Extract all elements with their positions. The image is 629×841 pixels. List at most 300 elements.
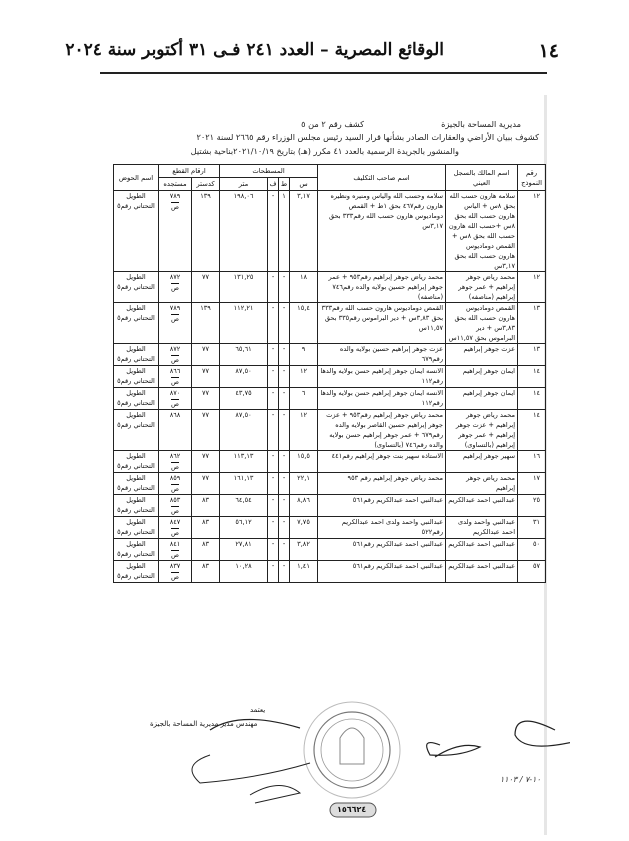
assignee-cell [318, 517, 446, 539]
sahm-cell [290, 191, 318, 272]
form-number-cell [518, 191, 546, 272]
qirat-cell [279, 272, 290, 303]
feddan-cell [268, 495, 279, 517]
owner-cell [446, 517, 518, 539]
new-plot-cell-text: ٨٤٧ [169, 518, 181, 526]
sahm-cell-text: ٨,٨٦ [297, 496, 310, 504]
feddan-cell [268, 344, 279, 366]
owner-cell-text: عبدالنبي احمد عبدالكريم [448, 540, 516, 548]
sahm-cell [290, 539, 318, 561]
meter-cell [220, 388, 268, 410]
plot-suffix: ص [171, 573, 179, 581]
sahm-cell-text: ١,٤١ [297, 562, 310, 570]
meter-cell-text: ٨٧,٥٠ [235, 367, 252, 375]
feddan-cell [268, 366, 279, 388]
feddan-cell-text: - [271, 474, 275, 482]
signature-2 [192, 755, 310, 783]
form-number-cell-text: ١٣ [532, 345, 541, 353]
feddan-cell-text: - [271, 367, 275, 375]
new-plot-cell-text: ٧٨٩ [169, 304, 181, 312]
basin-cell-text: الطويل التحتاني رقم٥ [117, 496, 155, 514]
sahm-cell [290, 388, 318, 410]
qirat-cell [279, 410, 290, 451]
sahm-cell-text: ١٨ [299, 273, 308, 281]
new-plot-cell [159, 366, 192, 388]
assignee-cell [318, 272, 446, 303]
plot-suffix: ص [171, 507, 179, 515]
meter-cell [220, 473, 268, 495]
basin-cell-text: الطويل التحتاني رقم٥ [117, 474, 155, 492]
basin-cell [114, 344, 159, 366]
signatory-title: مهندس مدير مديرية المساحة بالجيزة [150, 720, 258, 728]
meter-cell [220, 539, 268, 561]
feddan-cell [268, 272, 279, 303]
assignee-cell [318, 410, 446, 451]
qirat-cell [279, 561, 290, 583]
qirat-cell-text: - [282, 367, 286, 375]
page-number: ١٤ [538, 40, 559, 62]
table-row [114, 410, 546, 451]
cadastral-cell [192, 410, 220, 451]
form-number-cell [518, 388, 546, 410]
basin-cell-text: الطويل التحتاني رقم٥ [117, 540, 155, 558]
meter-cell [220, 366, 268, 388]
basin-cell-text: الطويل التحتاني رقم٥ [117, 452, 155, 470]
cadastral-cell [192, 451, 220, 473]
qirat-cell-text: - [282, 411, 286, 419]
new-plot-cell-text: ٨٦٨ [169, 411, 181, 419]
basin-cell [114, 303, 159, 344]
qirat-cell [279, 366, 290, 388]
meter-cell-text: ١٣١,٢٥ [233, 273, 254, 281]
feddan-cell-text: - [271, 540, 275, 548]
owner-cell-text: عبدالنبي احمد عبدالكريم [448, 562, 516, 570]
cadastral-cell-text: ١٣٩ [200, 192, 211, 200]
qirat-cell [279, 539, 290, 561]
qirat-cell [279, 495, 290, 517]
new-plot-cell-text: ٨٧٢ [169, 345, 181, 353]
sahm-cell [290, 272, 318, 303]
ministry-seal-icon [304, 702, 400, 798]
feddan-cell [268, 539, 279, 561]
qirat-cell-text: - [282, 273, 286, 281]
assignee-cell-text: الانسه ايمان جوهر إبراهيم حسن بولايه والدها رقم١١٢ [320, 389, 444, 407]
owner-cell-text: عبدالنبي احمد عبدالكريم [448, 496, 516, 504]
form-number-cell-text: ٥٠ [532, 540, 541, 548]
header-areas: المسطحات [220, 165, 318, 178]
sahm-cell-text: ٧,٧٥ [297, 518, 310, 526]
owner-cell-text: عزت جوهر إبراهيم [463, 345, 516, 353]
new-plot-cell-text: ٨٧٠ [169, 389, 181, 397]
feddan-cell-text: - [271, 562, 275, 570]
cadastral-cell [192, 473, 220, 495]
new-plot-cell [159, 561, 192, 583]
plot-suffix: ص [171, 529, 179, 537]
form-number-cell-text: ١٤ [532, 389, 541, 397]
qirat-cell [279, 473, 290, 495]
new-plot-cell [159, 451, 192, 473]
assignee-cell [318, 451, 446, 473]
form-number-cell [518, 451, 546, 473]
cadastral-cell-text: ٧٧ [201, 474, 210, 482]
cadastral-cell [192, 303, 220, 344]
plot-suffix: ص [171, 400, 179, 408]
meter-cell [220, 410, 268, 451]
owner-cell [446, 561, 518, 583]
owner-cell [446, 539, 518, 561]
owner-cell [446, 303, 518, 344]
form-number-cell-text: ١٤ [532, 367, 541, 375]
assignee-cell-text: الانسه ايمان جوهر إبراهيم حسن بولايه والدها رقم١١٢ [320, 367, 444, 385]
meter-cell-text: ١١٣,١٣ [233, 452, 254, 460]
feddan-cell-text: - [271, 518, 275, 526]
cadastral-cell [192, 366, 220, 388]
feddan-cell [268, 473, 279, 495]
qirat-cell [279, 517, 290, 539]
qirat-cell-text: - [282, 496, 286, 504]
gazette-title: الوقائع المصرية – العدد ٢٤١ فـى ٣١ أكتوبر سنة ٢٠٢٤ [65, 40, 444, 60]
plot-suffix: ص [171, 463, 179, 471]
plot-suffix: ص [171, 203, 179, 211]
owner-cell [446, 451, 518, 473]
basin-cell-text: الطويل التحتاني رقم٥ [117, 304, 155, 322]
sahm-cell [290, 451, 318, 473]
plot-suffix: ص [171, 284, 179, 292]
basin-cell [114, 410, 159, 451]
meter-cell [220, 191, 268, 272]
new-plot-cell-text: ٨٥٩ [169, 474, 181, 482]
qirat-cell [279, 388, 290, 410]
qirat-cell-text: - [282, 389, 286, 397]
qirat-cell [279, 191, 290, 272]
assignee-cell [318, 495, 446, 517]
assignee-cell-text: محمد رياض جوهر إبراهيم رقم ٩٥٣ [347, 474, 444, 482]
basin-cell-text: الطويل التحتاني رقم٥ [117, 562, 155, 580]
signature-4 [515, 721, 570, 746]
plot-suffix: ص [171, 315, 179, 323]
meter-cell-text: ٦٤,٥٤ [235, 496, 252, 504]
form-number-cell [518, 344, 546, 366]
meter-cell-text: ١١٢,٢١ [233, 304, 254, 312]
basin-cell-text: الطويل التحتاني رقم٥ [117, 389, 155, 407]
assignee-cell-text: عبدالنبي احمد عبدالكريم رقم٥٦١ [352, 496, 444, 504]
qirat-cell [279, 344, 290, 366]
form-number-cell-text: ٣١ [532, 518, 541, 526]
owner-cell-text: سلامه هارون حسب الله بحق ٨س + الياس هارون حسب الله بحق ٨س +حسب الله هارون حسب الله بحق ٨س + القمص دوماديوس هارون حسب الله بحق ٣,١٧س [448, 192, 516, 270]
new-plot-cell [159, 191, 192, 272]
cadastral-cell-text: ٨٣ [201, 540, 210, 548]
feddan-cell [268, 191, 279, 272]
cadastral-cell [192, 517, 220, 539]
form-number-cell [518, 272, 546, 303]
cadastral-cell [192, 495, 220, 517]
cadastral-cell-text: ٧٧ [201, 411, 210, 419]
basin-cell-text: الطويل التحتاني رقم٥ [117, 411, 155, 429]
basin-cell [114, 517, 159, 539]
form-number-cell [518, 366, 546, 388]
assignee-cell [318, 539, 446, 561]
owner-cell [446, 344, 518, 366]
form-number-cell-text: ١٣ [532, 304, 541, 312]
basin-cell [114, 366, 159, 388]
meter-cell-text: ٨٧,٥٠ [235, 411, 252, 419]
owner-cell [446, 366, 518, 388]
cadastral-cell-text: ١٣٩ [200, 304, 211, 312]
table-row [114, 272, 546, 303]
basin-cell-text: الطويل التحتاني رقم٥ [117, 367, 155, 385]
basin-cell-text: الطويل التحتاني رقم٥ [117, 345, 155, 363]
sahm-cell-text: ١٥,٥ [297, 452, 310, 460]
assignee-cell-text: محمد رياض جوهر إبراهيم رقم٩٥٣ + عمر جوهر إبراهيم حسين بولايه والده رقم٧٤٦ (مناصفه) [328, 273, 444, 301]
cadastral-cell [192, 539, 220, 561]
plot-suffix: ص [171, 356, 179, 364]
cadastral-cell [192, 191, 220, 272]
owner-cell-text: القمص دوماديوس هارون حسب الله بحق ٣,٨٣س + دير البراموس بحق ١١,٥٧س [448, 304, 516, 342]
sahm-cell-text: ١٥,٤ [297, 304, 310, 312]
assignee-cell [318, 388, 446, 410]
table-row [114, 388, 546, 410]
header-basin: اسم الحوض [114, 165, 159, 191]
form-number-cell-text: ١٢ [532, 273, 541, 281]
feddan-cell-text: - [271, 192, 275, 200]
signature-5 [250, 785, 300, 803]
new-plot-cell [159, 272, 192, 303]
table-row [114, 495, 546, 517]
table-row [114, 473, 546, 495]
meter-cell [220, 344, 268, 366]
new-plot-cell-text: ٨٣٧ [169, 562, 181, 570]
feddan-cell [268, 388, 279, 410]
land-statement-table [113, 164, 546, 583]
qirat-cell-text: - [282, 518, 286, 526]
new-plot-cell-text: ٧٨٩ [169, 192, 181, 200]
table-row [114, 344, 546, 366]
meter-cell-text: ٥٦,١٢ [235, 518, 252, 526]
owner-cell-text: محمد رياض جوهر إبراهيم + عزت جوهر إبراهيم + عمر جوهر إبراهيم (بالتساوى) [455, 411, 516, 449]
sheet-number: كشف رقم ٢ من ٥ [301, 119, 364, 129]
meter-cell [220, 272, 268, 303]
new-plot-cell-text: ٨٧٢ [169, 273, 181, 281]
header-new: مستجده [159, 178, 192, 191]
sahm-cell-text: ٩ [301, 345, 306, 353]
meter-cell-text: ٤٣,٧٥ [235, 389, 252, 397]
owner-cell [446, 388, 518, 410]
cadastral-cell-text: ٧٧ [201, 389, 210, 397]
feddan-cell [268, 303, 279, 344]
owner-cell-text: محمد رياض جوهر إبراهيم + عمر جوهر إبراهيم (مناصفه) [458, 273, 516, 301]
plot-suffix: ص [171, 485, 179, 493]
sahm-cell [290, 495, 318, 517]
new-plot-cell-text: ٨٥٣ [169, 496, 181, 504]
cadastral-cell-text: ٨٣ [201, 518, 210, 526]
cadastral-cell-text: ٨٣ [201, 562, 210, 570]
new-plot-cell-text: ٨٦٦ [169, 367, 181, 375]
plot-suffix: ص [171, 551, 179, 559]
basin-cell [114, 495, 159, 517]
qirat-cell-text: - [282, 452, 286, 460]
table-row [114, 451, 546, 473]
assignee-cell [318, 303, 446, 344]
meter-cell-text: ١٩٨,٠٦ [233, 192, 254, 200]
assignee-cell-text: عبدالنبي احمد عبدالكريم رقم٥٦١ [352, 562, 444, 570]
assignee-cell-text: محمد رياض جوهر إبراهيم رقم٩٥٣ + عزت جوهر إبراهيم حسين القاصر بولايه والده رقم٦٧٩ + عمر جوهر إبراهيم حسن بولايه والده رقم٧٤٦ (بالتساوى) [326, 411, 444, 449]
basin-cell [114, 451, 159, 473]
table-row [114, 517, 546, 539]
handwritten-date: ١٠-٧ / ١١٠٣ [500, 775, 541, 784]
sahm-cell [290, 410, 318, 451]
feddan-cell-text: - [271, 273, 275, 281]
sahm-cell [290, 473, 318, 495]
stamp-number: ١٥٦٦٢٤ [337, 805, 367, 814]
basin-cell [114, 473, 159, 495]
feddan-cell-text: - [271, 496, 275, 504]
statement-line-2: والمنشور بالجريدة الرسمية بالعدد ٤١ مكرر (هـ) بتاريخ ٢٠٢١/١٠/١٩بناحية بشتيل [190, 146, 459, 156]
qirat-cell-text: ١ [282, 192, 286, 200]
form-number-cell [518, 303, 546, 344]
qirat-cell [279, 451, 290, 473]
sahm-cell [290, 517, 318, 539]
new-plot-cell [159, 473, 192, 495]
form-number-cell [518, 561, 546, 583]
form-number-cell-text: ٥٧ [532, 562, 541, 570]
feddan-cell-text: - [271, 304, 275, 312]
owner-cell [446, 410, 518, 451]
owner-cell [446, 272, 518, 303]
new-plot-cell [159, 344, 192, 366]
owner-cell [446, 473, 518, 495]
sahm-cell-text: ١٢ [299, 367, 308, 375]
feddan-cell [268, 410, 279, 451]
table-row [114, 366, 546, 388]
owner-cell-text: ايمان جوهر إبراهيم [462, 389, 516, 397]
assignee-cell-text: سلامه وحسب الله والياس ومنيره ونظيره هارون رقم٤٦٧ بحق ١ط + القمص دوماديوس هارون حسب الله رقم٣٣٣ بحق ٣,١٧س [329, 192, 444, 230]
assignee-cell-text: عبدالنبي احمد عبدالكريم رقم٥٦١ [352, 540, 444, 548]
table-row [114, 539, 546, 561]
cadastral-cell-text: ٧٧ [201, 273, 210, 281]
form-number-cell-text: ١٧ [532, 474, 541, 482]
meter-cell [220, 303, 268, 344]
owner-cell-text: ايمان جوهر إبراهيم [462, 367, 516, 375]
new-plot-cell [159, 388, 192, 410]
basin-cell [114, 561, 159, 583]
directorate-label: مديرية المساحة بالجيزة [441, 119, 521, 129]
table-row [114, 303, 546, 344]
basin-cell [114, 272, 159, 303]
cadastral-cell-text: ٧٧ [201, 367, 210, 375]
basin-cell-text: الطويل التحتاني رقم٥ [117, 273, 155, 291]
form-number-cell [518, 539, 546, 561]
feddan-cell [268, 517, 279, 539]
assignee-cell [318, 366, 446, 388]
basin-cell [114, 388, 159, 410]
feddan-cell-text: - [271, 345, 275, 353]
assignee-cell [318, 191, 446, 272]
owner-cell [446, 495, 518, 517]
statement-line-1: كشوف ببيان الأراضي والعقارات الصادر بشأنها قرار السيد رئيس مجلس الوزراء رقم ٢٦٦٥ لسنة ٢٠٢١ [196, 132, 539, 142]
header-plots: ارقام القطع [159, 165, 220, 178]
meter-cell-text: ٢٧,٨١ [235, 540, 252, 548]
form-number-cell [518, 495, 546, 517]
meter-cell [220, 495, 268, 517]
cadastral-cell [192, 272, 220, 303]
assignee-cell-text: القمص دوماديوس هارون حسب الله رقم٣٣٣ بحق ٣,٨٣س + دير البراموس رقم٣٣٥ بحق ١١,٥٧س [321, 304, 444, 332]
assignee-cell [318, 473, 446, 495]
header-sahm: س [290, 178, 318, 191]
qirat-cell-text: - [282, 540, 286, 548]
feddan-cell-text: - [271, 411, 275, 419]
feddan-cell [268, 561, 279, 583]
sahm-cell-text: ٦ [301, 389, 306, 397]
owner-cell-text: سهير جوهر إبراهيم [463, 452, 516, 460]
header-meter: متر [220, 178, 268, 191]
owner-cell-text: محمد رياض جوهر إبراهيم [466, 474, 516, 492]
feddan-cell [268, 451, 279, 473]
meter-cell [220, 451, 268, 473]
basin-cell-text: الطويل التحتاني رقم٥ [117, 192, 155, 210]
assignee-cell-text: الاستاذه سهير بنت جوهر إبراهيم رقم٤٤١ [331, 452, 444, 460]
approved-label: يعتمد [250, 706, 266, 714]
sahm-cell-text: ٣,١٧ [297, 192, 310, 200]
form-number-cell [518, 410, 546, 451]
sahm-cell-text: ٣,٨٢ [297, 540, 310, 548]
meter-cell [220, 561, 268, 583]
footer [0, 700, 629, 830]
form-number-cell-text: ٢٥ [532, 496, 541, 504]
form-number-cell [518, 473, 546, 495]
header-rule [100, 72, 547, 74]
qirat-cell-text: - [282, 562, 286, 570]
cadastral-cell-text: ٧٧ [201, 452, 210, 460]
owner-cell [446, 191, 518, 272]
qirat-cell-text: - [282, 474, 286, 482]
feddan-cell-text: - [271, 389, 275, 397]
feddan-cell-text: - [271, 452, 275, 460]
sahm-cell [290, 366, 318, 388]
meter-cell [220, 517, 268, 539]
cadastral-cell [192, 388, 220, 410]
basin-cell [114, 191, 159, 272]
new-plot-cell-text: ٨٤١ [169, 540, 181, 548]
basin-cell [114, 539, 159, 561]
new-plot-cell [159, 495, 192, 517]
assignee-cell-text: عزت جوهر إبراهيم حسين بولايه والده رقم٦٧٩ [339, 345, 444, 363]
form-number-cell-text: ١٤ [532, 411, 541, 419]
signature-3 [427, 743, 480, 757]
new-plot-cell [159, 410, 192, 451]
header-owner: اسم المالك بالسجل العيني [446, 165, 518, 191]
sahm-cell-text: ٢٢,١ [297, 474, 310, 482]
header-feddan: ف [268, 178, 279, 191]
meter-cell-text: ٦٥,٦١ [235, 345, 252, 353]
owner-cell-text: عبدالنبي واحمد ولدى احمد عبدالكريم [457, 518, 516, 536]
cadastral-cell [192, 561, 220, 583]
assignee-cell [318, 561, 446, 583]
form-number-cell [518, 517, 546, 539]
new-plot-cell [159, 539, 192, 561]
cadastral-cell-text: ٧٧ [201, 345, 210, 353]
assignee-cell-text: عبدالنبي واحمد ولدى احمد عبدالكريم رقم٥٢٢ [341, 518, 444, 536]
cadastral-cell [192, 344, 220, 366]
qirat-cell-text: - [282, 304, 286, 312]
cadastral-cell-text: ٨٣ [201, 496, 210, 504]
qirat-cell [279, 303, 290, 344]
new-plot-cell [159, 303, 192, 344]
plot-suffix: ص [171, 378, 179, 386]
header-qirat: ط [279, 178, 290, 191]
sahm-cell [290, 303, 318, 344]
sahm-cell [290, 344, 318, 366]
meter-cell-text: ١٠,٢٨ [235, 562, 252, 570]
